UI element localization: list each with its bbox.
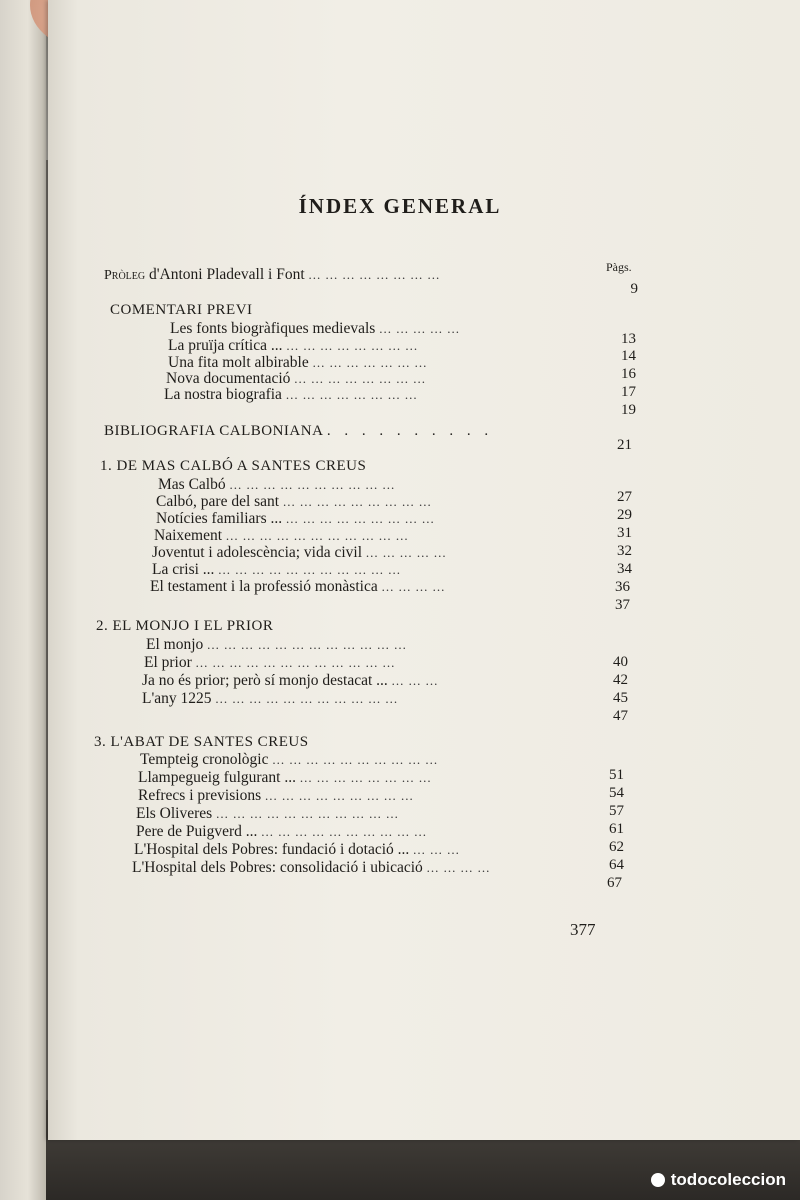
page-number: 45 bbox=[613, 690, 628, 706]
page-number: 31 bbox=[617, 525, 632, 541]
page-number: 37 bbox=[615, 597, 630, 613]
toc-entry bbox=[170, 320, 460, 338]
toc-entry bbox=[138, 787, 414, 805]
toc-entry bbox=[142, 672, 438, 690]
page-number: 13 bbox=[621, 331, 636, 347]
leader-dots: ... ... ... ... ... ... ... ... ... ... ... bbox=[225, 528, 409, 543]
leader-dots: ... ... ... ... bbox=[426, 860, 491, 875]
page-number: 54 bbox=[609, 785, 624, 801]
page-number: 21 bbox=[617, 437, 632, 453]
toc-entry bbox=[156, 493, 432, 511]
toc-entry bbox=[136, 805, 399, 823]
page-number: 40 bbox=[613, 654, 628, 670]
entry-title: La nostra biografia bbox=[164, 386, 282, 403]
leader-dots: ... ... ... ... ... ... ... ... bbox=[308, 267, 441, 282]
page-number: 62 bbox=[609, 839, 624, 855]
section-heading bbox=[104, 423, 493, 440]
section-heading: COMENTARI PREVI bbox=[110, 302, 253, 318]
leader-dots: ... ... ... ... ... ... ... ... ... ... bbox=[261, 824, 428, 839]
toc-entry bbox=[134, 841, 460, 859]
entry-title: Refrecs i previsions bbox=[138, 787, 262, 804]
page-number: 64 bbox=[609, 857, 624, 873]
page-number: 61 bbox=[609, 821, 624, 837]
leader-dots: ... ... ... ... ... ... ... ... bbox=[285, 387, 418, 402]
entry-title: Pere de Puigverd ... bbox=[136, 823, 258, 840]
section-heading: 3. L'ABAT DE SANTES CREUS bbox=[94, 734, 309, 750]
folio-number: 377 bbox=[570, 920, 596, 939]
section-heading-label: BIBLIOGRAFIA CALBONIANA bbox=[104, 423, 323, 439]
leader-dots: ... ... ... ... ... ... ... bbox=[312, 355, 428, 370]
entry-title: Ja no és prior; però sí monjo destacat ... bbox=[142, 672, 388, 689]
section-heading: 2. EL MONJO I EL PRIOR bbox=[96, 618, 274, 634]
entry-title: El monjo bbox=[146, 636, 204, 653]
toc-entry bbox=[158, 476, 395, 494]
leader-dots: ... ... ... ... ... ... ... ... ... bbox=[264, 788, 414, 803]
toc-entry bbox=[132, 859, 490, 877]
section-heading: 1. DE MAS CALBÓ A SANTES CREUS bbox=[100, 458, 367, 474]
leader-dots: ... ... ... ... ... ... ... ... ... bbox=[282, 494, 432, 509]
entry-title: La pruïja crítica ... bbox=[168, 337, 283, 354]
page-number: 67 bbox=[607, 875, 622, 891]
page-number: 47 bbox=[613, 708, 628, 724]
page-number: 19 bbox=[621, 402, 636, 418]
toc-entry bbox=[136, 823, 427, 841]
entry-title: Les fonts biogràfiques medievals bbox=[170, 320, 376, 337]
entry-title: Calbó, pare del sant bbox=[156, 493, 280, 510]
toc-entry bbox=[146, 636, 407, 654]
leader-dots: ... ... ... ... ... ... ... ... bbox=[286, 338, 419, 353]
watermark bbox=[651, 1170, 786, 1190]
page-number: 17 bbox=[621, 384, 636, 400]
entry-title: El testament i la professió monàstica bbox=[150, 578, 378, 595]
page-number: 42 bbox=[613, 672, 628, 688]
toc-entry bbox=[154, 527, 409, 545]
toc-entry bbox=[138, 769, 432, 787]
page-number: 57 bbox=[609, 803, 624, 819]
entry-title: L'any 1225 bbox=[142, 690, 212, 707]
entry-title: Llampegueig fulgurant ... bbox=[138, 769, 296, 786]
entry-title: Nova documentació bbox=[166, 370, 291, 387]
entry-title: Els Oliveres bbox=[136, 805, 213, 822]
page-number: 32 bbox=[617, 543, 632, 559]
entry-title: La crisi ... bbox=[152, 561, 215, 578]
leader-dots: ... ... ... ... ... bbox=[379, 321, 460, 336]
watermark-logo-icon bbox=[651, 1173, 665, 1187]
leader-dots: ... ... ... ... ... ... ... ... ... ... bbox=[229, 477, 396, 492]
leader-dots: ... ... ... ... ... ... ... ... ... ... ... ... bbox=[207, 637, 407, 652]
page-number: 36 bbox=[615, 579, 630, 595]
leader-dots: ... ... ... ... ... ... ... ... ... ... ... ... bbox=[195, 655, 396, 670]
entry-title: Notícies familiars ... bbox=[156, 510, 283, 527]
leader-dots: ... ... ... bbox=[391, 673, 439, 688]
toc-entry bbox=[152, 561, 401, 579]
entry-title: Mas Calbó bbox=[158, 476, 226, 493]
toc-entry bbox=[142, 690, 398, 708]
entry-title: L'Hospital dels Pobres: consolidació i ubicació bbox=[132, 859, 423, 876]
page-number: 29 bbox=[617, 507, 632, 523]
leader-dots: . . . . . . . . . . bbox=[326, 423, 494, 439]
leader-dots: ... ... ... ... bbox=[381, 579, 446, 594]
toc-entry bbox=[164, 386, 418, 404]
prolog-line bbox=[104, 266, 440, 285]
entry-title: L'Hospital dels Pobres: fundació i dotació ... bbox=[134, 841, 410, 858]
leader-dots: ... ... ... ... ... bbox=[365, 545, 447, 560]
pags-label: Pàgs. bbox=[606, 260, 632, 274]
page-title: ÍNDEX GENERAL bbox=[298, 194, 502, 218]
entry-title: El prior bbox=[144, 654, 192, 671]
toc-entry bbox=[144, 654, 395, 672]
leader-dots: ... ... ... ... ... ... ... ... ... ... ... bbox=[218, 562, 402, 577]
leader-dots: ... ... ... bbox=[413, 842, 460, 857]
leader-dots: ... ... ... ... ... ... ... ... ... ... ... bbox=[215, 691, 399, 706]
entry-title: Naixement bbox=[154, 527, 223, 544]
toc-entry bbox=[168, 337, 418, 355]
entry-title: Tempteig cronològic bbox=[140, 751, 269, 768]
leader-dots: ... ... ... ... ... ... ... ... ... ... ... bbox=[216, 806, 399, 821]
page-number: 9 bbox=[630, 281, 638, 297]
watermark-text: todocoleccion bbox=[670, 1170, 786, 1189]
page-number: 16 bbox=[621, 366, 636, 382]
page-number: 14 bbox=[621, 348, 636, 364]
leader-dots: ... ... ... ... ... ... ... ... ... bbox=[286, 511, 435, 526]
toc-entry bbox=[150, 578, 445, 596]
toc-entry bbox=[140, 751, 438, 769]
page-number: 27 bbox=[617, 489, 632, 505]
leader-dots: ... ... ... ... ... ... ... ... bbox=[299, 770, 432, 785]
page-number: 51 bbox=[609, 767, 624, 783]
page-number: 34 bbox=[617, 561, 632, 577]
entry-title: Una fita molt albirable bbox=[168, 354, 309, 371]
toc-entry bbox=[156, 510, 435, 528]
prolog-text: d'Antoni Pladevall i Font bbox=[149, 266, 305, 283]
leader-dots: ... ... ... ... ... ... ... ... ... ... bbox=[272, 752, 439, 767]
leader-dots: ... ... ... ... ... ... ... ... bbox=[294, 371, 427, 386]
prolog-small-caps: Pròleg bbox=[104, 268, 146, 283]
entry-title: Joventut i adolescència; vida civil bbox=[152, 544, 363, 561]
toc-entry bbox=[152, 544, 447, 562]
